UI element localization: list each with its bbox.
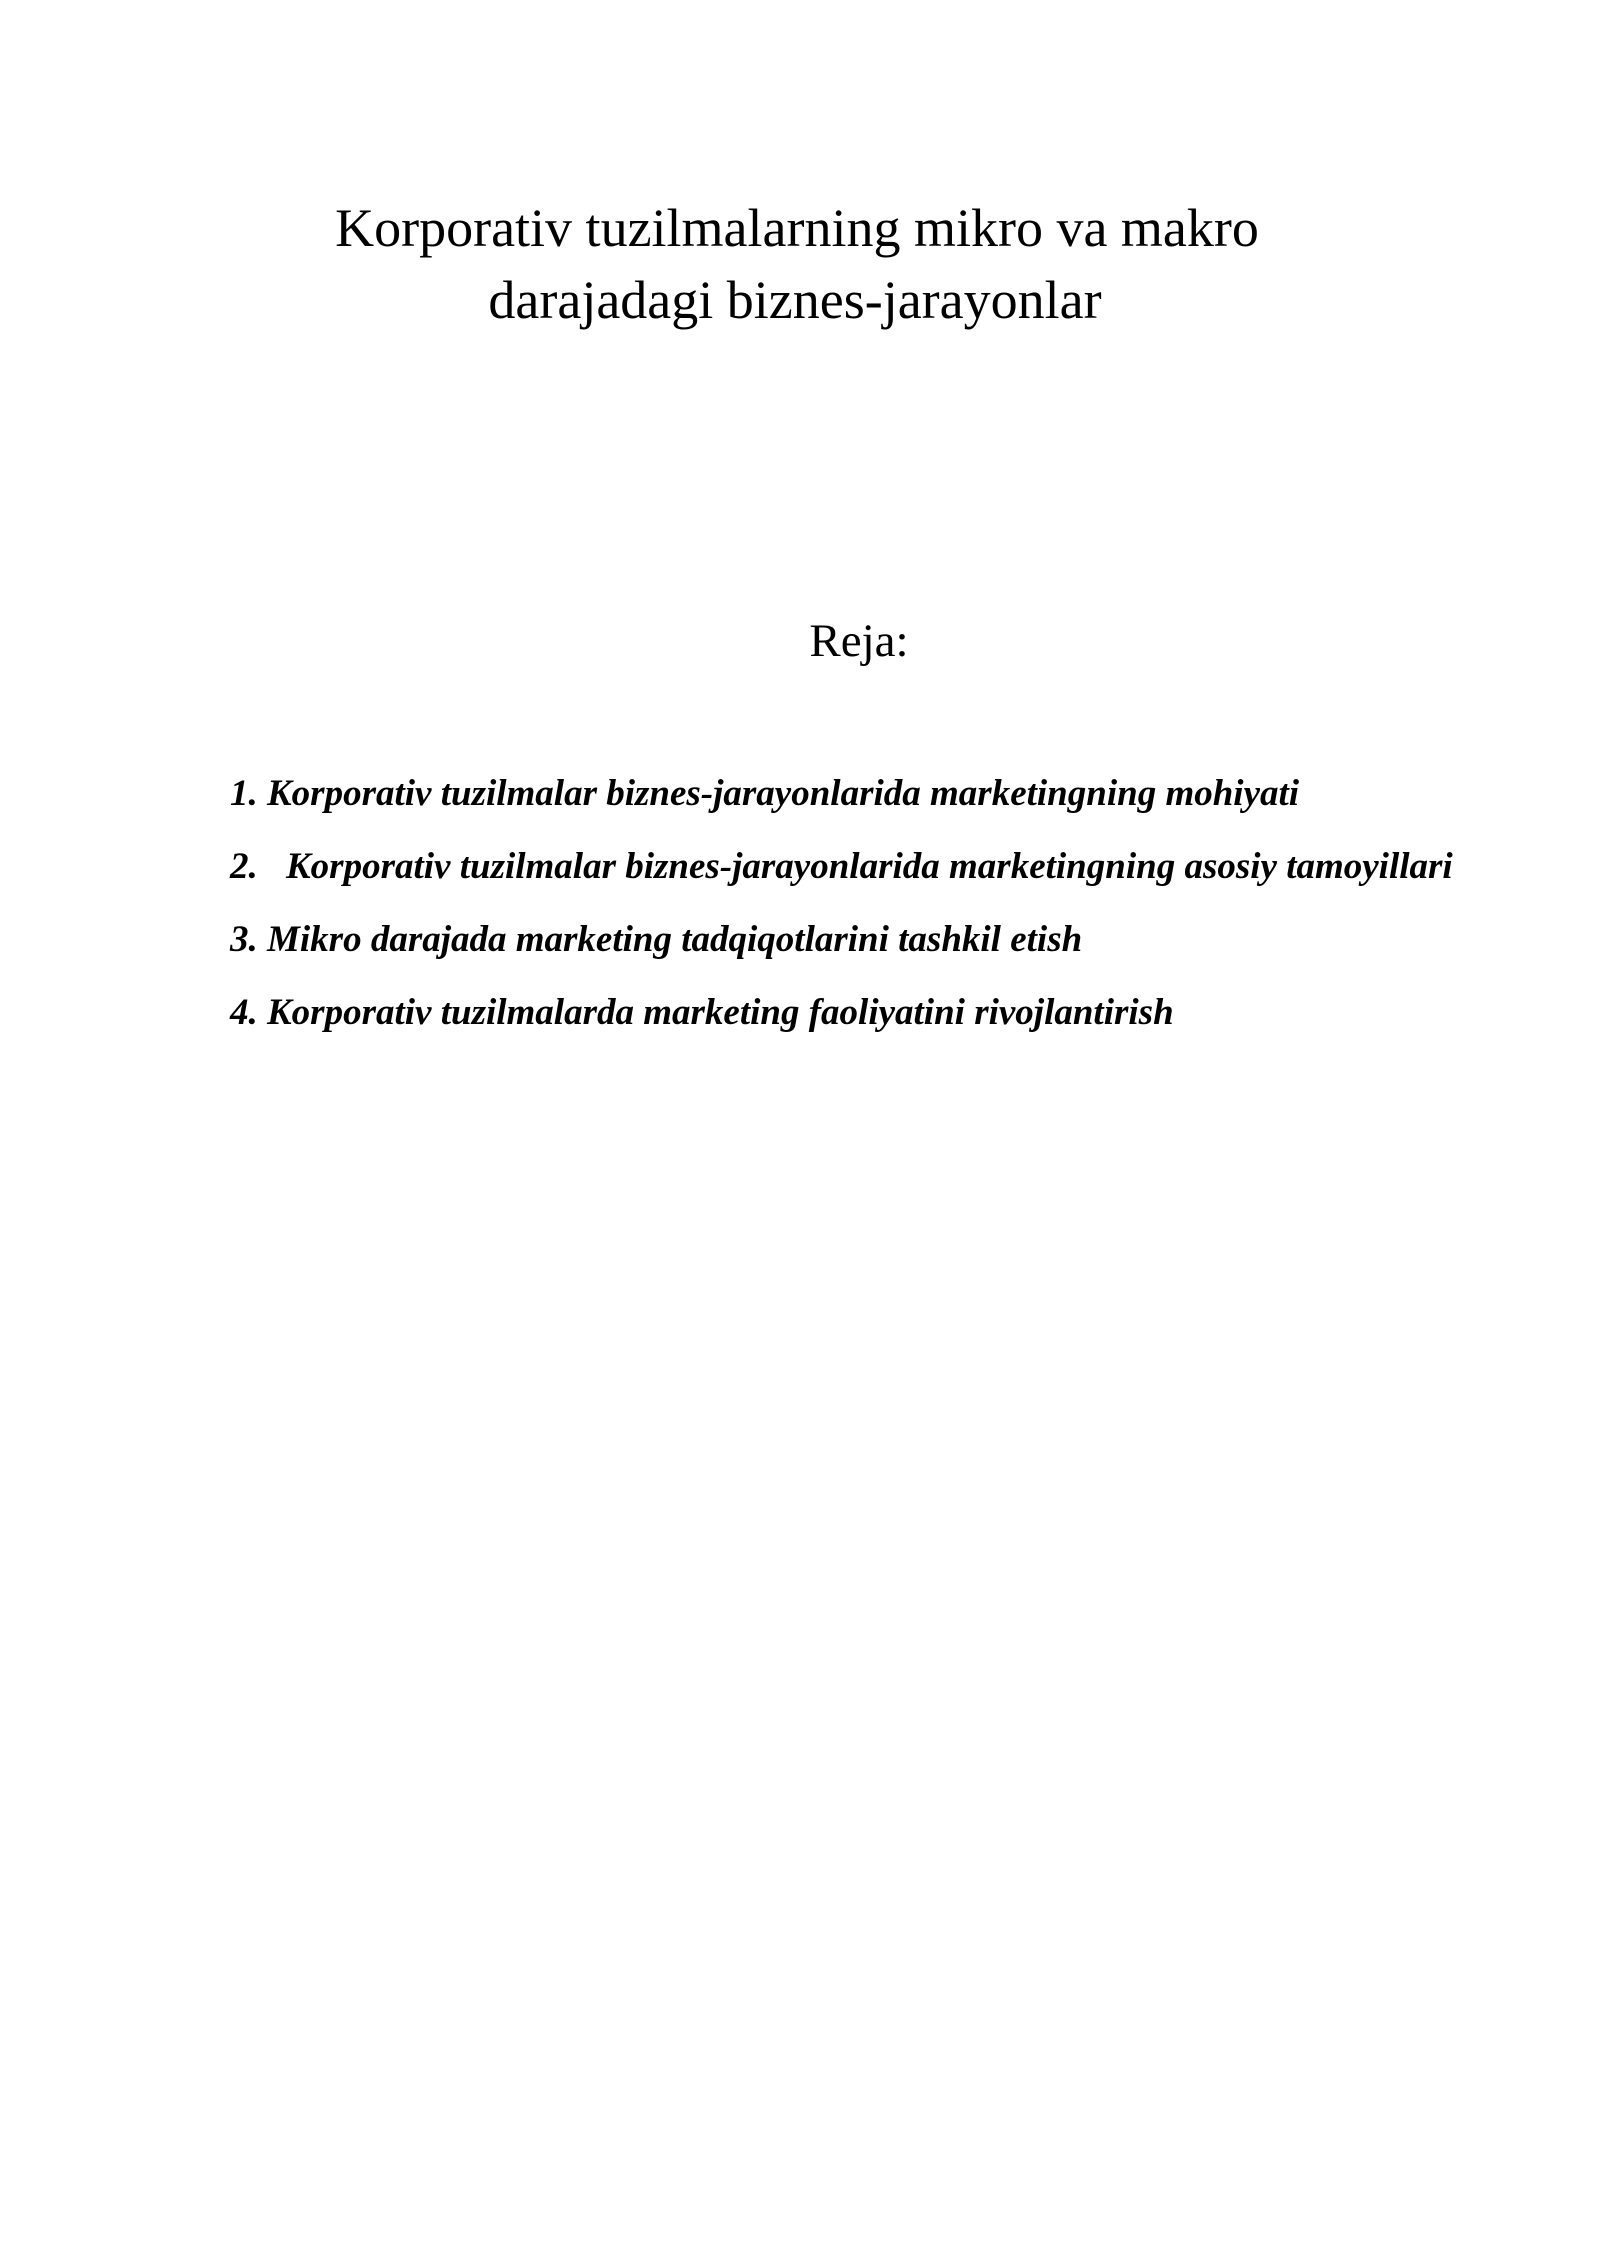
document-title xyxy=(0,192,1600,336)
plan-item-text: Korporativ tuzilmalar biznes-jarayonlarida marketingning asosiy tamoyillari xyxy=(286,846,1453,887)
plan-item-number: 4. xyxy=(230,992,258,1033)
plan-list xyxy=(230,757,1494,1049)
plan-item xyxy=(230,830,1494,903)
plan-heading-text: Reja: xyxy=(809,615,909,667)
plan-heading xyxy=(0,611,1600,671)
plan-item-number: 1. xyxy=(230,773,258,814)
plan-item-text: Korporativ tuzilmalar biznes-jarayonlarida marketingning mohiyati xyxy=(267,773,1300,814)
plan-item xyxy=(230,757,1494,830)
plan-item-number: 3. xyxy=(230,919,258,960)
plan-item xyxy=(230,903,1494,976)
plan-item-text: Korporativ tuzilmalarda marketing faoliyatini rivojlantirish xyxy=(267,992,1174,1033)
plan-item-text: Mikro darajada marketing tadqiqotlarini tashkil etish xyxy=(267,919,1083,960)
title-line: darajadagi biznes-jarayonlar xyxy=(488,270,1102,331)
title-line: Korporativ tuzilmalarning mikro va makro xyxy=(335,198,1259,259)
plan-item-number: 2. xyxy=(230,846,258,887)
plan-item xyxy=(230,976,1494,1049)
